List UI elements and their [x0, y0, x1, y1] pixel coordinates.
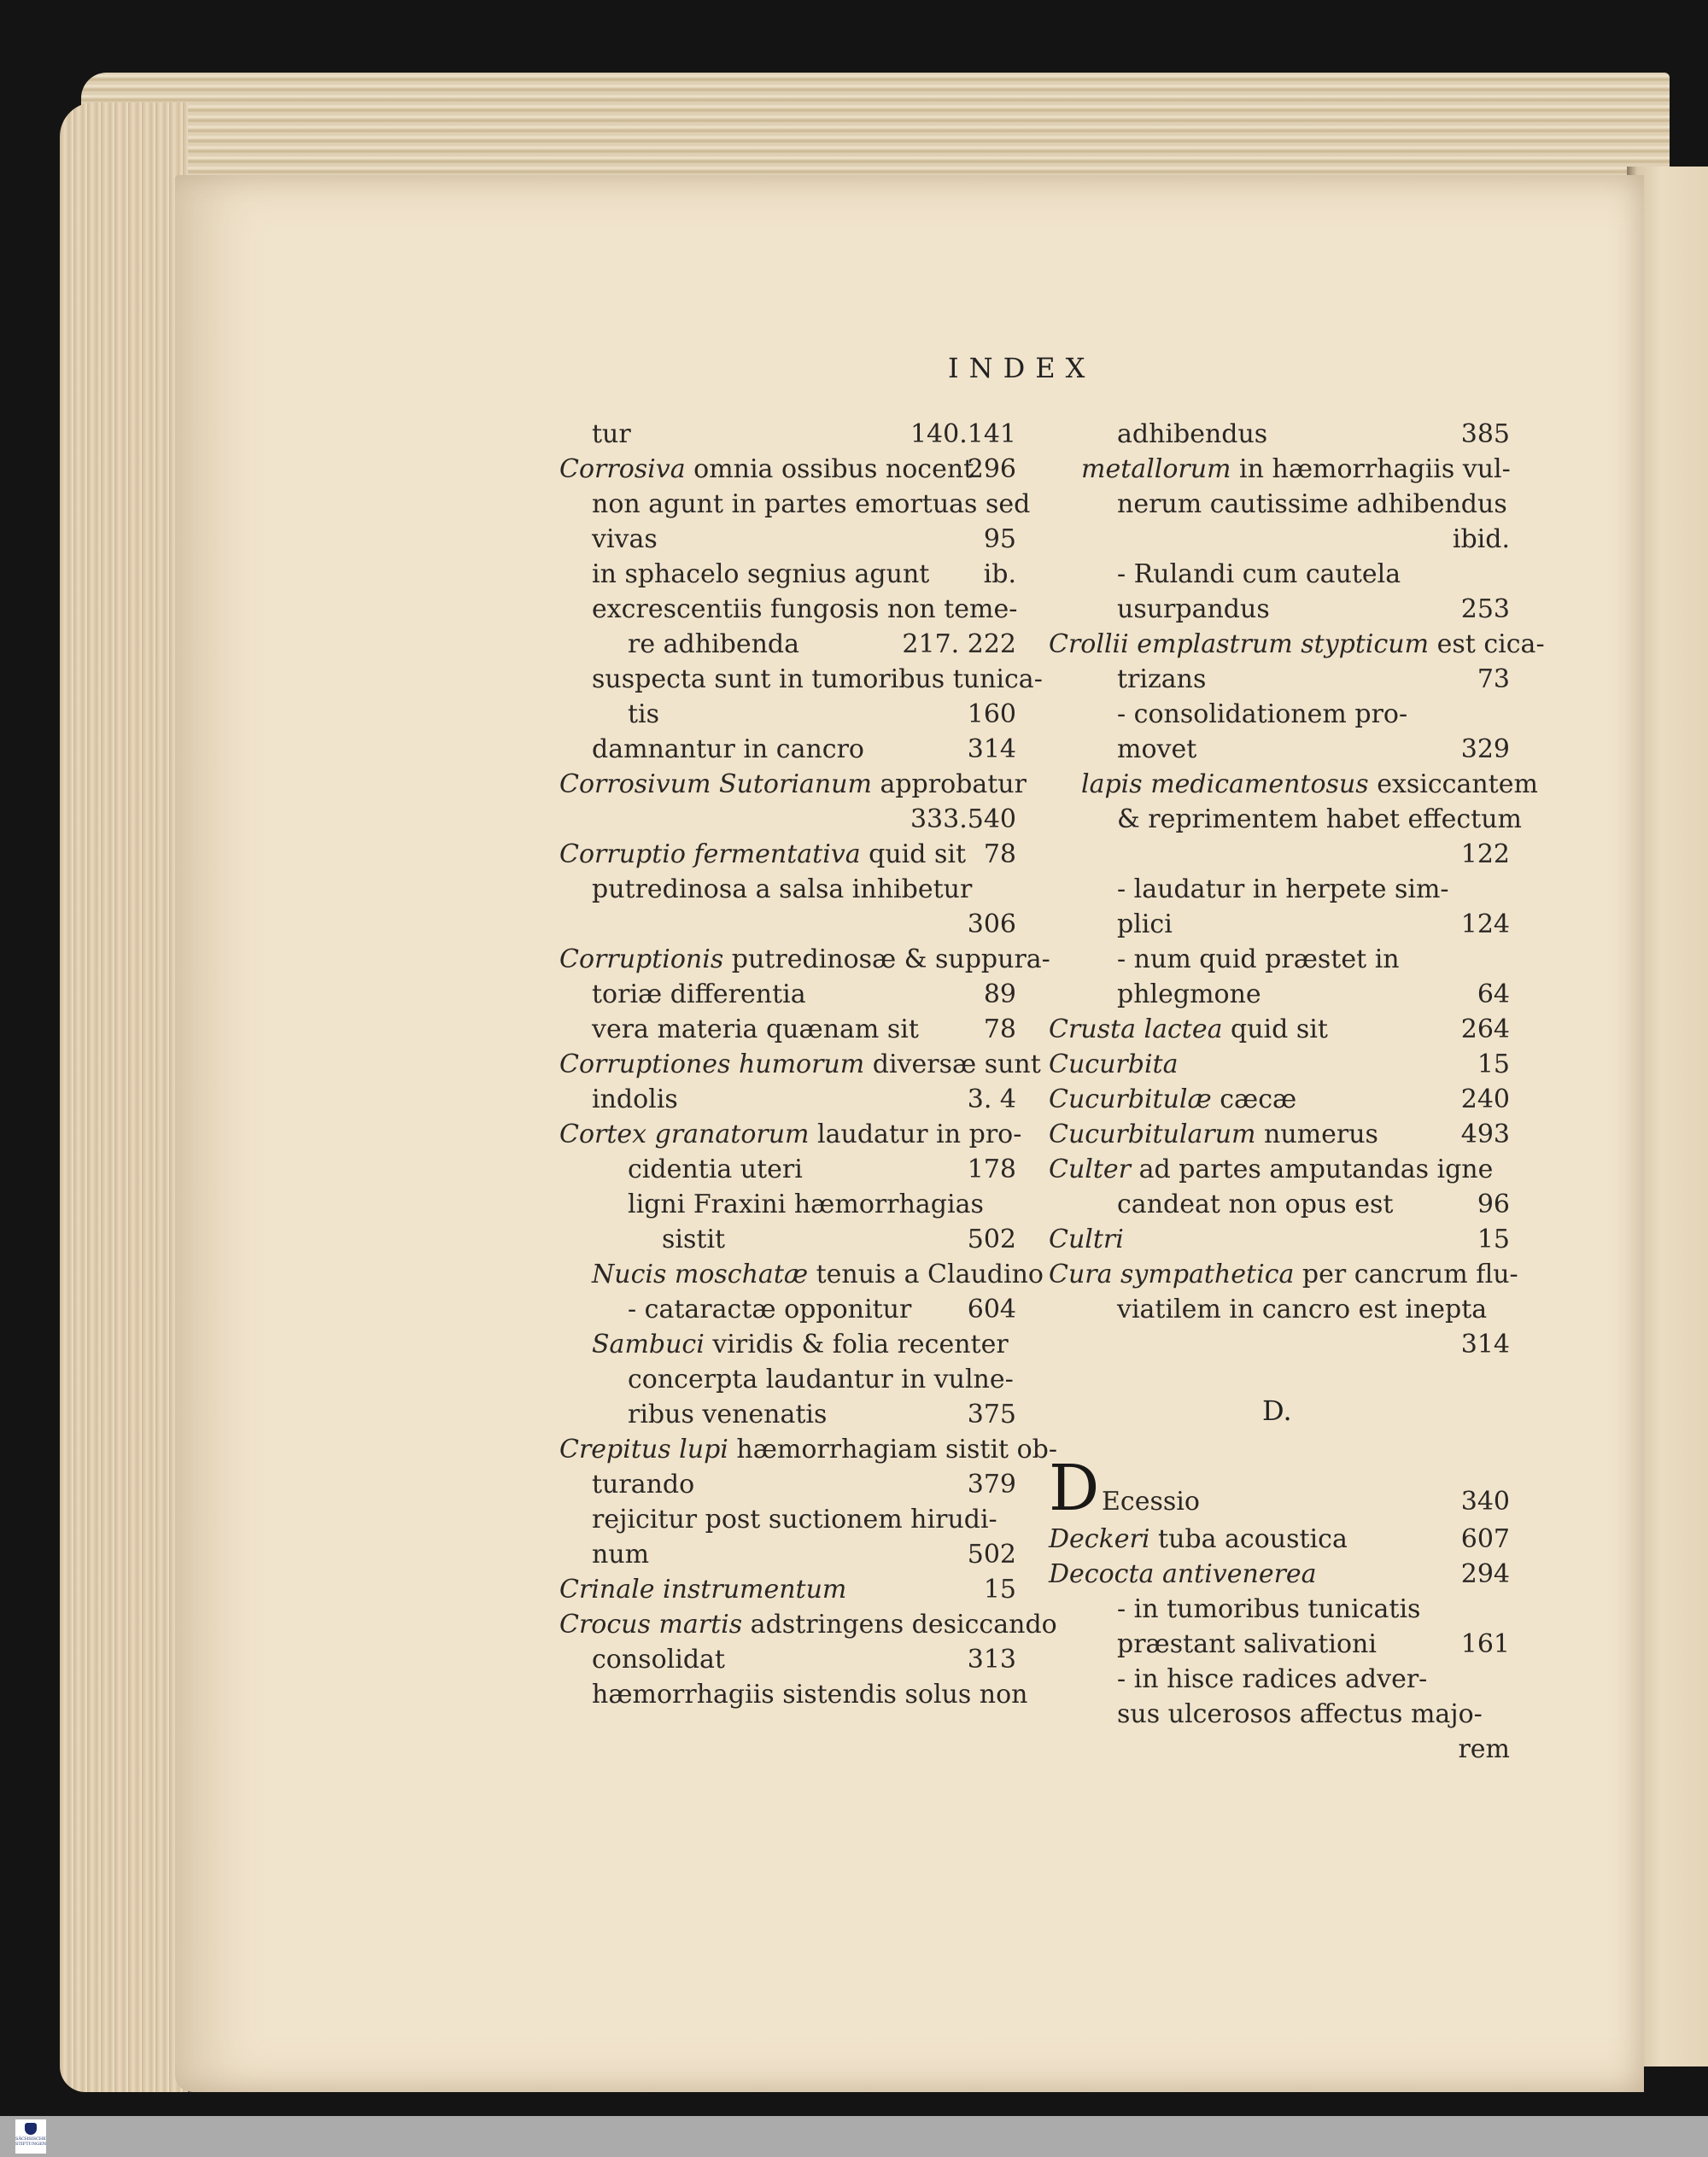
index-entry-description: usurpandus — [1117, 594, 1270, 624]
index-entry-page-number: 15 — [983, 1575, 1016, 1605]
index-entry-term: lapis medicamentosus — [1081, 769, 1369, 799]
index-entry — [1049, 1257, 1518, 1292]
index-entry-text — [592, 1082, 678, 1117]
index-entry-page-number: 78 — [983, 1014, 1016, 1044]
index-entry-description: ribus venenatis — [628, 1400, 828, 1429]
index-entry-page-number: 240 — [1460, 1084, 1510, 1114]
index-entry-text — [1049, 1257, 1518, 1292]
index-entry-text — [592, 557, 929, 592]
index-entry-page-number: 73 — [1477, 664, 1510, 694]
index-entry-description: putredinosa a salsa inhibetur — [592, 874, 973, 904]
index-entry-page-number: 379 — [967, 1470, 1016, 1499]
index-entry — [559, 907, 1016, 942]
index-entry — [559, 942, 1050, 977]
index-entry-description: excrescentiis fungosis non teme- — [592, 594, 1018, 624]
index-entry-text — [592, 1257, 1044, 1292]
index-entry-page-number: 306 — [967, 909, 1016, 939]
index-entry-description: quid sit — [1222, 1014, 1328, 1044]
index-entry-text — [592, 732, 864, 767]
index-entry-description: putredinosæ & suppura- — [723, 944, 1050, 974]
index-entry-page-number: 140.141 — [910, 419, 1016, 449]
index-entry — [559, 1327, 1016, 1362]
index-entry-description: hæmorrhagiis sistendis solus non — [592, 1680, 1028, 1710]
index-entry-text — [628, 1152, 803, 1187]
index-entry — [559, 732, 1016, 767]
index-entry-text — [1117, 977, 1261, 1012]
index-entry — [1049, 1187, 1510, 1222]
index-entry-text — [1049, 1117, 1378, 1152]
index-entry-description: indolis — [592, 1084, 678, 1114]
index-entry-text — [1117, 662, 1206, 697]
index-entry-text — [1049, 1522, 1348, 1557]
index-entry-term: metallorum — [1081, 454, 1231, 484]
index-entry-description: ligni Fraxini hæmorrhagias — [628, 1190, 984, 1219]
index-entry — [1049, 942, 1510, 977]
index-entry — [559, 837, 1016, 872]
index-entry-page-number: 122 — [1460, 839, 1510, 869]
index-entry-description: movet — [1117, 734, 1197, 764]
right-index-column-top — [1049, 417, 1545, 1362]
index-entry-description: non agunt in partes emortuas sed — [592, 489, 1031, 519]
index-entry-text — [662, 1222, 725, 1257]
index-entry-page-number: 64 — [1477, 979, 1510, 1009]
index-entry — [559, 452, 1016, 487]
index-entry — [559, 767, 1027, 802]
index-entry-term: Crusta lactea — [1049, 1014, 1223, 1044]
index-entry-text — [592, 417, 631, 452]
index-entry-description: cæcæ — [1211, 1084, 1297, 1114]
index-entry-description: candeat non opus est — [1117, 1190, 1394, 1219]
index-entry — [559, 417, 1016, 452]
index-entry-text — [592, 872, 972, 907]
index-entry-page-number: 95 — [983, 524, 1016, 554]
index-entry-page-number: 385 — [1460, 419, 1510, 449]
index-entry-term: Cucurbita — [1049, 1049, 1179, 1079]
index-entry — [1049, 977, 1510, 1012]
index-entry-text — [1049, 627, 1545, 662]
index-entry-description: & reprimentem habet effectum — [1117, 804, 1522, 834]
index-entry-text — [1117, 557, 1401, 592]
index-entry-text — [592, 1012, 919, 1047]
index-entry — [559, 1607, 1057, 1642]
index-entry-text — [559, 452, 974, 487]
index-entry-text — [1081, 767, 1538, 802]
index-entry-text — [1117, 1187, 1393, 1222]
index-entry — [1049, 487, 1510, 522]
index-entry-description: vivas — [592, 524, 658, 554]
index-entry-text — [559, 1047, 1041, 1082]
index-entry-text — [1117, 802, 1522, 837]
index-entry-description: viridis & folia recenter — [704, 1330, 1009, 1359]
index-entry-description: ad partes amputandas igne — [1131, 1154, 1494, 1184]
index-entry-description: Ecessio — [1102, 1487, 1200, 1517]
index-entry-description: suspecta sunt in tumoribus tunica- — [592, 664, 1043, 694]
index-entry — [1049, 1082, 1510, 1117]
index-entry-page-number: 15 — [1477, 1225, 1510, 1254]
index-entry-term: Deckeri — [1049, 1524, 1150, 1554]
index-entry — [1049, 417, 1510, 452]
index-entry-term: Sambuci — [592, 1330, 705, 1359]
index-entry-text — [592, 522, 658, 557]
index-entry-description: adstringens desiccando — [742, 1610, 1057, 1640]
index-entry — [1049, 1222, 1510, 1257]
index-entry — [1049, 1697, 1510, 1732]
left-index-column — [559, 417, 1058, 1712]
index-entry-term: Crinale instrumentum — [559, 1575, 847, 1605]
index-entry-page-number: 296 — [967, 454, 1016, 484]
index-entry-page-number: 604 — [967, 1295, 1016, 1324]
index-entry-description: adhibendus — [1117, 419, 1268, 449]
index-entry-text — [592, 487, 1030, 522]
index-entry-description: approbatur — [871, 769, 1027, 799]
index-entry — [559, 1222, 1016, 1257]
index-entry-text — [1117, 487, 1507, 522]
index-entry-page-number: 313 — [967, 1645, 1016, 1675]
index-entry-text — [1117, 942, 1400, 977]
index-entry-description: laudatur in pro- — [809, 1119, 1022, 1149]
index-entry — [559, 592, 1016, 627]
index-entry-page-number: 329 — [1460, 734, 1510, 764]
index-entry-text — [559, 767, 1027, 802]
index-entry-description: sus ulcerosos affectus majo- — [1117, 1699, 1483, 1729]
index-entry-text — [1117, 732, 1196, 767]
index-entry-text — [592, 1677, 1028, 1712]
index-entry-term: Nucis moschatæ — [592, 1260, 809, 1289]
index-entry-description: phlegmone — [1117, 979, 1261, 1009]
index-entry-description: numerus — [1255, 1119, 1378, 1149]
index-entry-term: Cultri — [1049, 1225, 1124, 1254]
index-entry-description: - cataractæ opponitur — [628, 1295, 912, 1324]
book-left-edge — [60, 102, 188, 2092]
index-entry-text — [559, 1572, 846, 1607]
index-entry-description: - Rulandi cum cautela — [1117, 559, 1401, 589]
index-entry — [1049, 1152, 1510, 1187]
index-entry-page-number: 178 — [967, 1154, 1016, 1184]
index-entry-description: quid sit — [860, 839, 967, 869]
index-entry-text — [559, 1432, 1057, 1467]
index-entry-text — [559, 1117, 1021, 1152]
index-entry-text — [1117, 1697, 1483, 1732]
index-entry-page-number: 607 — [1460, 1524, 1510, 1554]
index-entry — [1049, 522, 1510, 557]
index-entry-term: Cura sympathetica — [1049, 1260, 1295, 1289]
index-entry-text — [1049, 1222, 1124, 1257]
index-entry — [1049, 1452, 1510, 1525]
index-entry-description: sistit — [662, 1225, 726, 1254]
index-entry-page-number: 333.540 — [910, 804, 1016, 834]
index-entry — [1049, 1117, 1510, 1152]
index-entry — [1049, 1592, 1510, 1627]
index-entry-description: est cica- — [1429, 629, 1545, 659]
index-entry-description: turando — [592, 1470, 695, 1499]
index-entry-text — [592, 1502, 997, 1537]
index-entry — [1049, 1327, 1510, 1362]
index-entry-page-number: 160 — [967, 699, 1016, 729]
index-entry-page-number: 217. 222 — [902, 629, 1016, 659]
index-entry-term: Culter — [1049, 1154, 1132, 1184]
index-entry-text — [1117, 1292, 1487, 1327]
library-logo-label: SÄCHSISCHE STIFTUNGEN — [15, 2137, 46, 2147]
index-entry — [559, 662, 1043, 697]
index-entry — [559, 697, 1016, 732]
index-entry-page-number: 314 — [967, 734, 1016, 764]
index-entry-text — [628, 627, 799, 662]
index-entry — [1049, 697, 1510, 732]
drop-cap-letter: D — [1049, 1452, 1100, 1525]
index-entry-description: vera materia quænam sit — [592, 1014, 919, 1044]
index-entry — [1049, 802, 1522, 837]
index-entry-description: - in tumoribus tunicatis — [1117, 1594, 1421, 1624]
index-entry — [1049, 1662, 1510, 1697]
index-entry — [1049, 767, 1538, 802]
index-entry-text — [1117, 1627, 1377, 1662]
index-entry-description: toriæ differentia — [592, 979, 806, 1009]
index-entry-text — [1049, 1012, 1328, 1047]
index-entry-description: per cancrum flu- — [1294, 1260, 1518, 1289]
index-entry — [1049, 837, 1510, 872]
index-entry-page-number: 493 — [1460, 1119, 1510, 1149]
index-entry — [559, 872, 1016, 907]
index-entry — [1049, 1047, 1510, 1082]
index-entry-description: trizans — [1117, 664, 1207, 694]
index-entry-term: Cucurbitulæ — [1049, 1084, 1212, 1114]
index-entry-text — [559, 1607, 1057, 1642]
index-entry-description: hæmorrhagiam sistit ob- — [728, 1435, 1058, 1464]
index-entry — [559, 627, 1016, 662]
index-entry — [559, 1397, 1016, 1432]
index-entry-description: tis — [628, 699, 660, 729]
index-entry-page-number: 89 — [983, 979, 1016, 1009]
index-entry — [1049, 1557, 1510, 1592]
index-entry — [559, 557, 1016, 592]
index-entry — [1049, 592, 1510, 627]
right-index-column-bottom — [1049, 1452, 1510, 1767]
index-entry — [559, 487, 1031, 522]
index-entry — [559, 1537, 1016, 1572]
index-entry-term: Corruptio fermentativa — [559, 839, 861, 869]
index-entry-page-number: 294 — [1460, 1559, 1510, 1589]
index-entry-description: - consolidationem pro- — [1117, 699, 1408, 729]
index-entry — [559, 1502, 1016, 1537]
index-entry-text — [1117, 697, 1407, 732]
index-entry — [1049, 1292, 1510, 1327]
index-entry — [559, 1432, 1058, 1467]
index-entry — [1049, 627, 1545, 662]
index-entry — [559, 977, 1016, 1012]
index-entry-page-number: 124 — [1460, 909, 1510, 939]
index-entry-term: Corrosivum Sutorianum — [559, 769, 872, 799]
index-entry — [559, 1642, 1016, 1677]
index-entry-description: consolidat — [592, 1645, 725, 1675]
index-entry — [559, 1467, 1016, 1502]
index-entry-description: re adhibenda — [628, 629, 800, 659]
index-entry-text — [1081, 452, 1511, 487]
index-entry — [559, 1362, 1016, 1397]
index-entry-description: damnantur in cancro — [592, 734, 864, 764]
index-entry-description: omnia ossibus nocent — [685, 454, 974, 484]
index-entry-text — [592, 662, 1043, 697]
index-entry — [1049, 872, 1510, 907]
index-entry-text — [1102, 1484, 1200, 1519]
index-entry-text — [628, 1292, 911, 1327]
index-entry — [559, 1047, 1041, 1082]
index-entry-text — [592, 977, 806, 1012]
index-entry-page-number: 375 — [967, 1400, 1016, 1429]
index-entry-text — [592, 1327, 1009, 1362]
index-entry-description: viatilem in cancro est inepta — [1117, 1295, 1488, 1324]
index-entry — [1049, 1732, 1510, 1767]
index-entry-text — [1117, 592, 1270, 627]
index-entry-term: Crocus martis — [559, 1610, 743, 1640]
index-entry-term: Corrosiva — [559, 454, 686, 484]
index-entry-description: tur — [592, 419, 631, 449]
index-entry-text — [1117, 907, 1173, 942]
index-entry-text — [1117, 1592, 1420, 1627]
library-logo-icon — [25, 2123, 37, 2135]
index-entry — [559, 1677, 1028, 1712]
index-entry-page-number: 78 — [983, 839, 1016, 869]
index-entry-page-number: ib. — [983, 559, 1016, 589]
index-entry — [559, 1117, 1022, 1152]
index-entry-description: exsiccantem — [1368, 769, 1538, 799]
index-entry-text — [592, 1537, 649, 1572]
index-entry-text — [1117, 1662, 1427, 1697]
index-entry-description: - laudatur in herpete sim- — [1117, 874, 1449, 904]
index-entry-page-number: 253 — [1460, 594, 1510, 624]
index-entry-text — [1049, 1152, 1493, 1187]
index-entry-term: Crepitus lupi — [559, 1435, 728, 1464]
index-entry — [1049, 1012, 1510, 1047]
index-entry-page-number: 15 — [1477, 1049, 1510, 1079]
index-entry-page-number: 314 — [1460, 1330, 1510, 1359]
section-heading: D. — [1262, 1394, 1292, 1427]
index-entry-description: præstant salivationi — [1117, 1629, 1377, 1659]
index-entry-page-number: 502 — [967, 1225, 1016, 1254]
index-entry-text — [592, 1467, 694, 1502]
index-entry — [1049, 1627, 1510, 1662]
index-entry-text — [1049, 1047, 1178, 1082]
index-entry-description: in sphacelo segnius agunt — [592, 559, 930, 589]
index-entry-page-number: 502 — [967, 1540, 1016, 1570]
index-entry — [559, 1082, 1016, 1117]
index-entry — [559, 1257, 1044, 1292]
index-entry-term: Corruptionis — [559, 944, 724, 974]
index-entry — [1049, 732, 1510, 767]
bottom-bar — [0, 2116, 1708, 2157]
index-entry-text — [1049, 1082, 1296, 1117]
index-entry — [1049, 907, 1510, 942]
index-entry-description: diversæ sunt — [864, 1049, 1041, 1079]
index-entry-text — [592, 592, 1017, 627]
index-entry — [1049, 1522, 1510, 1557]
index-entry-text — [1049, 1557, 1317, 1592]
index-entry-text — [628, 697, 659, 732]
index-entry — [559, 1572, 1016, 1607]
index-entry-page-number: 161 — [1460, 1629, 1510, 1659]
index-entry-page-number: 96 — [1477, 1190, 1510, 1219]
index-entry-description: - num quid præstet in — [1117, 944, 1400, 974]
index-entry-description: plici — [1117, 909, 1173, 939]
index-entry-page-number: 340 — [1460, 1487, 1510, 1517]
index-entry — [559, 1012, 1016, 1047]
index-entry-description: concerpta laudantur in vulne- — [628, 1365, 1014, 1394]
index-entry-description: rejicitur post suctionem hirudi- — [592, 1505, 997, 1534]
index-entry — [559, 522, 1016, 557]
index-entry-term: Cucurbitularum — [1049, 1119, 1256, 1149]
index-entry-text — [1117, 417, 1267, 452]
index-entry-page-number: rem — [1458, 1734, 1510, 1764]
index-entry — [559, 1187, 1016, 1222]
index-entry-page-number: ibid. — [1452, 524, 1510, 554]
index-entry-page-number: 264 — [1460, 1014, 1510, 1044]
index-entry-page-number: 3. 4 — [967, 1084, 1016, 1114]
book-top-edge — [81, 73, 1670, 188]
index-entry-text — [628, 1187, 984, 1222]
index-entry-term: Corruptiones humorum — [559, 1049, 865, 1079]
index-entry-description: in hæmorrhagiis vul- — [1231, 454, 1511, 484]
index-entry-text — [1117, 872, 1449, 907]
index-entry — [559, 1292, 1016, 1327]
index-entry-text — [592, 1642, 725, 1677]
index-entry — [1049, 662, 1510, 697]
index-entry-description: tenuis a Claudino — [808, 1260, 1044, 1289]
index-entry-term: Cortex granatorum — [559, 1119, 810, 1149]
index-entry — [559, 802, 1016, 837]
index-entry-term: Crollii emplastrum stypticum — [1049, 629, 1430, 659]
index-entry-description: cidentia uteri — [628, 1154, 803, 1184]
index-entry — [1049, 557, 1510, 592]
index-entry-text — [628, 1397, 827, 1432]
index-entry-text — [628, 1362, 1014, 1397]
index-entry-term: Decocta antivenerea — [1049, 1559, 1317, 1589]
index-entry-description: tuba acoustica — [1149, 1524, 1348, 1554]
page-header: INDEX — [948, 352, 1096, 384]
index-entry-description: - in hisce radices adver- — [1117, 1664, 1428, 1694]
index-entry-text — [559, 837, 966, 872]
library-logo — [15, 2119, 46, 2154]
index-entry-description: nerum cautissime adhibendus — [1117, 489, 1507, 519]
index-entry-text — [559, 942, 1050, 977]
index-entry — [1049, 452, 1510, 487]
index-entry-description: num — [592, 1540, 650, 1570]
index-entry — [559, 1152, 1016, 1187]
